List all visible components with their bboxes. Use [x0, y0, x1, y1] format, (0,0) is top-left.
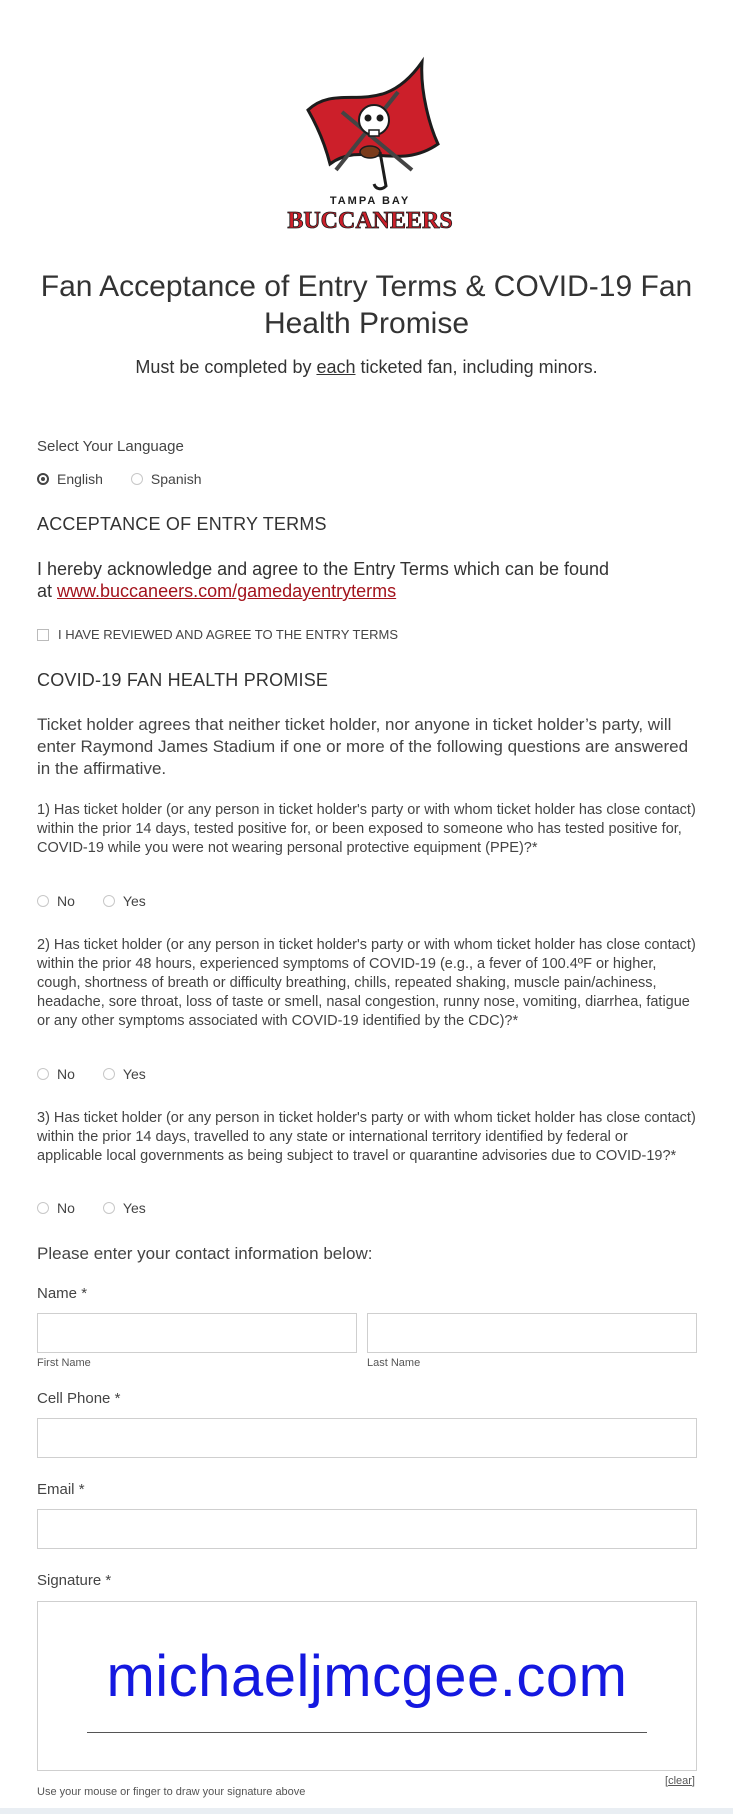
question-1-no[interactable] [37, 893, 75, 909]
last-name-sublabel: Last Name [367, 1357, 421, 1369]
question-2-yes[interactable] [103, 1066, 146, 1082]
ack-at: at [37, 581, 58, 601]
radio-icon[interactable] [103, 895, 115, 907]
language-option-english[interactable] [37, 471, 103, 487]
first-name-input[interactable] [37, 1313, 357, 1353]
logo-line1: TAMPA BAY [329, 195, 411, 207]
yes-label: Yes [122, 893, 146, 909]
phone-label-text: Cell Phone [37, 1390, 111, 1407]
required-mark: * [78, 1481, 85, 1498]
radio-selected-icon[interactable] [37, 473, 49, 485]
page-subtitle [30, 357, 703, 378]
required-mark: * [531, 840, 538, 856]
no-label: No [57, 1066, 75, 1082]
signature-pad[interactable] [37, 1601, 697, 1771]
question-1-text: 1) Has ticket holder (or any person in ticket holder's party or with whom ticket holder has close contact) within the prior 14 days, tested positive for, or been exposed to someone who has tested positive for, COVID-19 while you were not wearing personal protective equipment (PPE)? [37, 802, 696, 856]
required-mark: * [81, 1285, 88, 1302]
name-label [37, 1285, 697, 1302]
email-label-text: Email [37, 1481, 75, 1498]
signature-help-text: Use your mouse or finger to draw your signature above [37, 1786, 306, 1798]
question-1-yes[interactable] [103, 893, 146, 909]
agree-checkbox[interactable] [37, 629, 49, 641]
language-label: Select Your Language [37, 438, 184, 455]
signature-baseline [87, 1732, 647, 1733]
question-3 [37, 1109, 697, 1166]
required-mark: * [512, 1013, 519, 1029]
cell-phone-input[interactable] [37, 1418, 697, 1458]
contact-heading: Please enter your contact information below: [37, 1244, 373, 1263]
language-options [37, 471, 697, 487]
clear-signature-text[interactable]: clear [668, 1775, 692, 1787]
yes-label: Yes [122, 1200, 146, 1216]
yes-label: Yes [122, 1066, 146, 1082]
entry-terms-agree[interactable] [37, 627, 697, 642]
subtitle-pre: Must be completed by [135, 357, 317, 377]
signature-label [37, 1572, 697, 1589]
question-2-text: 2) Has ticket holder (or any person in ticket holder's party or with whom ticket holder has close contact) within the prior 48 hours, experienced symptoms of COVID-19 (e.g., a fever of 100.4ºF or higher, cough, shortness of breath or difficulty breathing, chills, repeated shaking, muscle pain/achiness, headache, sore throat, loss of taste or smell, nasal congestion, runny nose, vomiting, diarrhea, fatigue or any other symptoms associated with COVID-19 identified by the CDC)? [37, 937, 696, 1029]
no-label: No [57, 893, 75, 909]
entry-terms-link[interactable]: www.buccaneers.com/gamedayentryterms [57, 581, 397, 601]
ack-line1: I hereby acknowledge and agree to the Entry Terms which can be found [37, 559, 610, 579]
health-promise-intro: Ticket holder agrees that neither ticket holder, nor anyone in ticket holder’s party, will enter Raymond James Stadium if one or more of the following questions are answered in the affirmative. [37, 715, 689, 778]
question-2-no[interactable] [37, 1066, 75, 1082]
question-3-no[interactable] [37, 1200, 75, 1216]
required-mark: * [105, 1572, 112, 1589]
entry-terms-acknowledgement [37, 558, 697, 602]
language-option-english-label: English [57, 471, 103, 487]
email-label [37, 1481, 697, 1498]
question-3-options [37, 1200, 697, 1216]
question-1-options [37, 893, 697, 909]
subtitle-emphasis: each [316, 357, 356, 377]
buccaneers-logo [270, 52, 470, 232]
health-promise-heading: COVID-19 FAN HEALTH PROMISE [37, 670, 329, 690]
radio-icon[interactable] [37, 1068, 49, 1080]
signature-label-text: Signature [37, 1572, 102, 1589]
page-title: Fan Acceptance of Entry Terms & COVID-19 Fan Health Promise [40, 270, 693, 340]
subtitle-post: ticketed fan, including minors. [355, 357, 598, 377]
logo-line2: BUCCANEERS [287, 208, 453, 232]
radio-icon[interactable] [131, 473, 143, 485]
language-option-spanish-label: Spanish [150, 471, 202, 487]
question-2 [37, 936, 697, 1031]
first-name-sublabel: First Name [37, 1357, 91, 1369]
question-3-yes[interactable] [103, 1200, 146, 1216]
page-footer-strip [0, 1808, 733, 1814]
required-mark: * [670, 1148, 677, 1164]
radio-icon[interactable] [103, 1202, 115, 1214]
question-3-text: 3) Has ticket holder (or any person in ticket holder's party or with whom ticket holder has close contact) within the prior 14 days, travelled to any state or international territory identified by federal or applicable local governments as being subject to travel or quarantine advisories due to COVID-19? [37, 1110, 696, 1164]
radio-icon[interactable] [37, 895, 49, 907]
clear-signature-link[interactable]: [clear] [665, 1775, 695, 1787]
signature-drawing: michaeljmcgee.com [106, 1644, 628, 1709]
no-label: No [57, 1200, 75, 1216]
entry-terms-heading: ACCEPTANCE OF ENTRY TERMS [37, 514, 327, 534]
radio-icon[interactable] [37, 1202, 49, 1214]
required-mark: * [114, 1390, 121, 1407]
name-label-text: Name [37, 1285, 78, 1302]
radio-icon[interactable] [103, 1068, 115, 1080]
question-1 [37, 801, 697, 858]
agree-checkbox-label: I HAVE REVIEWED AND AGREE TO THE ENTRY TERMS [58, 627, 399, 642]
language-option-spanish[interactable] [131, 471, 202, 487]
question-2-options [37, 1066, 697, 1082]
phone-label [37, 1390, 697, 1407]
email-input[interactable] [37, 1509, 697, 1549]
last-name-input[interactable] [367, 1313, 697, 1353]
